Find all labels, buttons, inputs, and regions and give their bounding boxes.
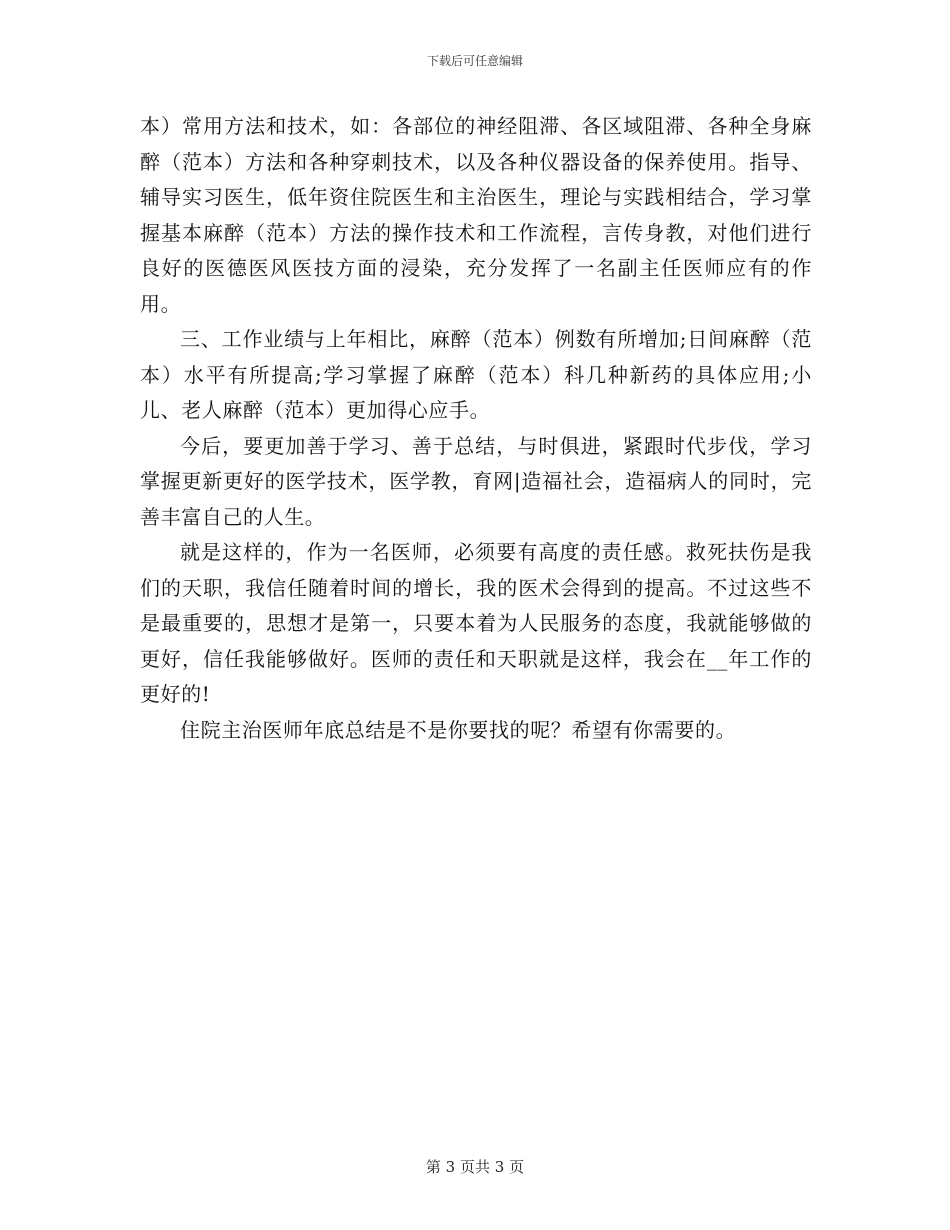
paragraph-1: 本）常用方法和技术，如：各部位的神经阻滞、各区域阻滞、各种全身麻醉（范本）方法和各种穿刺技术，以及各种仪器设备的保养使用。指导、辅导实习医生，低年资住院医生和主治医生，理论与实践相结合，学习掌握基本麻醉（范本）方法的操作技术和工作流程，言传身教，对他们进行良好的医德医风医技方面的浸染，充分发挥了一名副主任医师应有的作用。 — [140, 114, 812, 316]
document-body — [140, 109, 812, 748]
page-header: 下载后可任意编辑 — [426, 54, 523, 68]
paragraph-5: 住院主治医师年底总结是不是你要找的呢？希望有你需要的。 — [180, 717, 737, 742]
paragraph-2: 三、工作业绩与上年相比，麻醉（范本）例数有所增加;日间麻醉（范本）水平有所提高;学习掌握了麻醉（范本）科几种新药的具体应用;小儿、老人麻醉（范本）更加得心应手。 — [140, 327, 812, 422]
paragraph-4: 就是这样的，作为一名医师，必须要有高度的责任感。救死扶伤是我们的天职，我信任随着时间的增长，我的医术会得到的提高。不过这些不是最重要的，思想才是第一，只要本着为人民服务的态度，我就能够做的更好，信任我能够做好。医师的责任和天职就是这样，我会在__年工作的更好的! — [140, 540, 812, 706]
page-footer: 第 3 页共 3 页 — [425, 1158, 525, 1176]
paragraph-3: 今后，要更加善于学习、善于总结，与时俱进，紧跟时代步伐，学习掌握更新更好的医学技术，医学教，育网|造福社会，造福病人的同时，完善丰富自己的人生。 — [140, 433, 812, 529]
